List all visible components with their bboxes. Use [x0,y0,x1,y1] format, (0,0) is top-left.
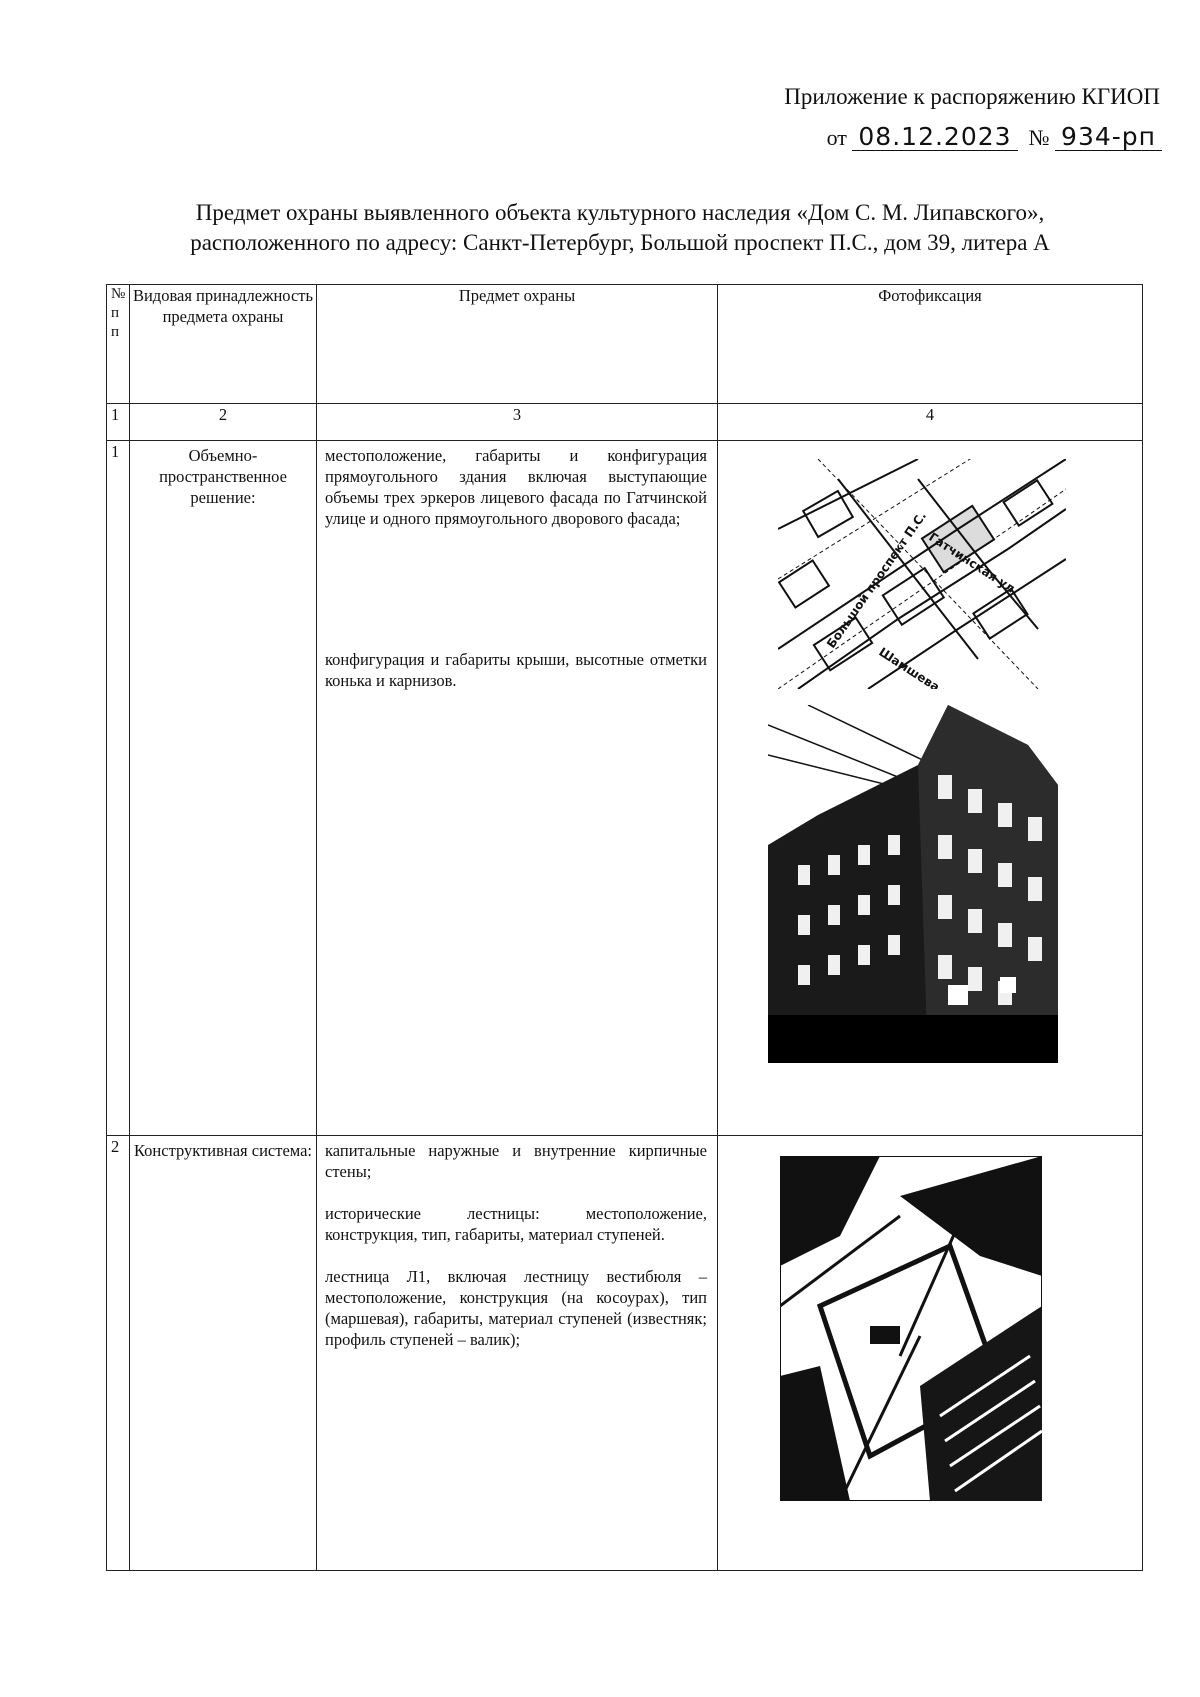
photo-cell [718,1136,1143,1571]
row-number: 1 [107,441,130,1136]
map-label-street-1: Большой проспект П.С. [823,508,930,651]
from-prefix: от [826,125,847,150]
number-prefix: № [1028,125,1050,150]
appendix-title: Приложение к распоряжению КГИОП [784,84,1160,109]
column-number-row [107,404,1143,441]
header-type: Видовая принадлежность предмета охраны [130,285,317,404]
table-header-row [107,285,1143,404]
order-number: 934-рп [1055,124,1162,151]
heading-line-1: Предмет охраны выявленного объекта культурного наследия «Дом С. М. Липавского», [195,200,1045,225]
row-type: Объемно-пространственное решение: [130,441,317,1136]
subject-item: местоположение, габариты и конфигурация прямоугольного здания включая выступающие объемы трех эркеров лицевого фасада по Гатчинской улице и одного прямоугольного дворового фасада; [325,446,707,528]
table-row [107,1136,1143,1571]
building-photo [768,705,1058,1063]
table-row [107,441,1143,1136]
colnum-2: 2 [130,404,317,441]
order-line [600,124,1162,151]
row-subject [317,441,718,1136]
row-type: Конструктивная система: [130,1136,317,1571]
row-subject [317,1136,718,1571]
colnum-4: 4 [718,404,1143,441]
colnum-1: 1 [107,404,130,441]
colnum-3: 3 [317,404,718,441]
photo-cell [718,441,1143,1136]
subject-item: капитальные наружные и внутренние кирпичные стены; [325,1141,707,1181]
staircase-photo [780,1156,1042,1501]
header-photo: Фотофиксация [718,285,1143,404]
site-map-image [778,459,1066,689]
order-date: 08.12.2023 [852,124,1017,151]
subject-item: лестница Л1, включая лестницу вестибюля – местоположение, конструкция (на косоурах), тип (маршевая), габариты, материал ступеней (известняк; профиль ступеней – валик); [325,1267,707,1349]
document-heading [120,198,1120,258]
row-number: 2 [107,1136,130,1571]
subject-item: конфигурация и габариты крыши, высотные отметки конька и карнизов. [325,650,707,690]
header-num: № п п [107,285,130,404]
map-label-street-2: Гатчинская ул. [926,529,1022,599]
subject-item: исторические лестницы: местоположение, конструкция, тип, габариты, материал ступеней. [325,1204,707,1244]
heading-line-2: расположенного по адресу: Санкт-Петербург, Большой проспект П.С., дом 39, литера А [190,230,1050,255]
protection-table [106,284,1143,1571]
header-subject: Предмет охраны [317,285,718,404]
